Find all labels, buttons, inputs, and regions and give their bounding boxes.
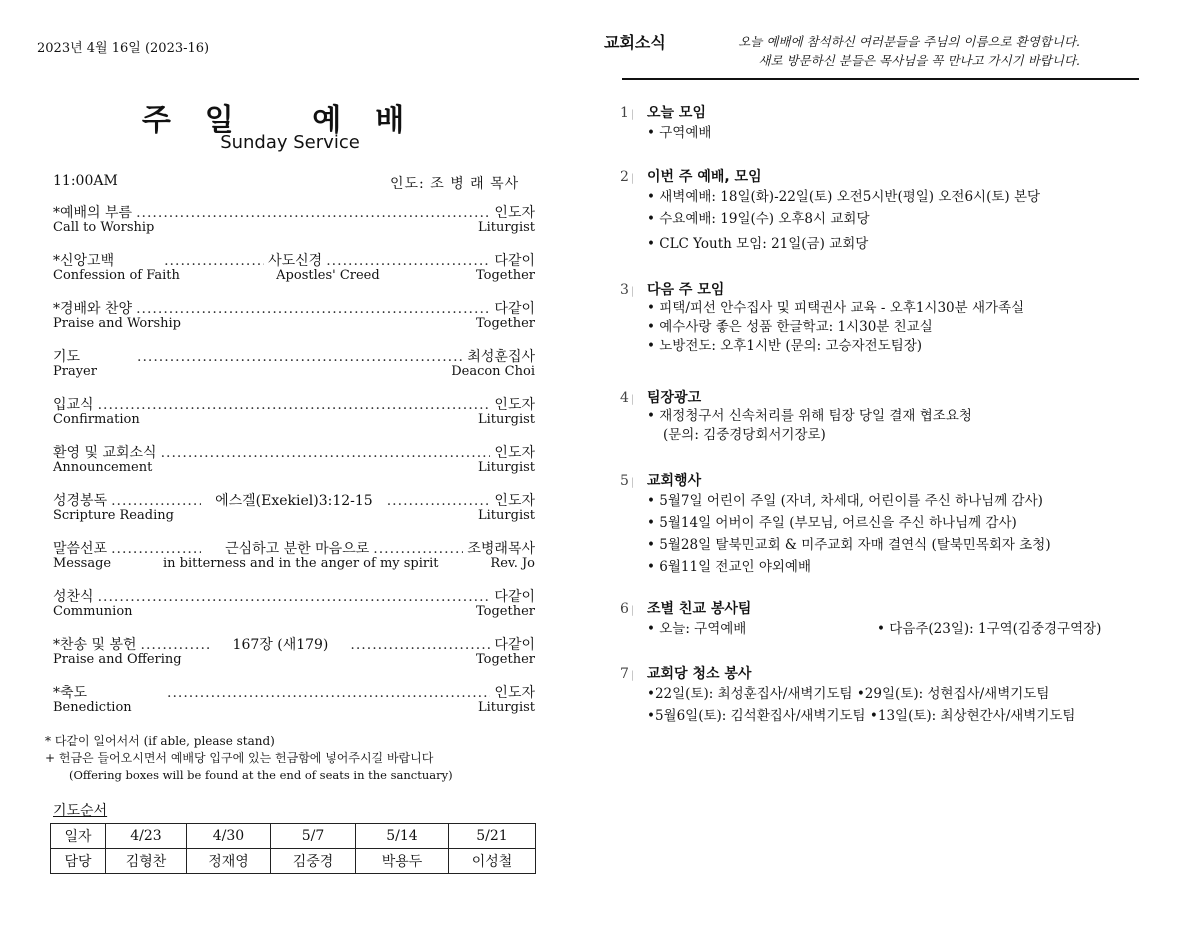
order-item bbox=[53, 346, 535, 394]
dot-leader bbox=[373, 541, 463, 557]
order-item-en: Communion bbox=[53, 604, 133, 619]
section-title: 오늘 모임 bbox=[647, 105, 706, 121]
section-list bbox=[647, 618, 1101, 640]
order-item bbox=[53, 634, 535, 682]
dot-leader bbox=[98, 589, 491, 605]
team-next-week: • 다음주(23일): 1구역(김중경구역장) bbox=[877, 621, 1102, 637]
order-item-by-ko: 다같이 bbox=[494, 253, 535, 269]
dot-leader bbox=[164, 253, 264, 269]
order-item-detail-en: Apostles' Creed bbox=[276, 268, 380, 283]
order-item-detail-ko: 사도신경 bbox=[268, 253, 323, 269]
table-cell: 4/30 bbox=[187, 824, 271, 849]
table-cell: 담당 bbox=[51, 849, 106, 874]
dot-leader bbox=[141, 637, 211, 653]
order-item-detail-en: in bitterness and in the anger of my spirit bbox=[163, 556, 439, 571]
list-item: • 수요예배: 19일(수) 오후8시 교회당 bbox=[647, 208, 1040, 230]
offering-note-en: (Offering boxes will be found at the end of seats in the sanctuary) bbox=[69, 768, 453, 782]
section-list bbox=[647, 683, 1075, 727]
order-item-en: Praise and Offering bbox=[53, 652, 182, 667]
section-title: 교회당 청소 봉사 bbox=[647, 666, 752, 682]
order-item-by-en: Together bbox=[475, 604, 535, 619]
list-item: • 5월14일 어버이 주일 (부모님, 어르신을 주신 하나님께 감사) bbox=[647, 512, 1051, 534]
order-item-ko: *축도 bbox=[53, 685, 88, 701]
dot-leader bbox=[161, 445, 491, 461]
order-item bbox=[53, 682, 535, 730]
order-item-ko: *신앙고백 bbox=[53, 253, 115, 269]
section-number: 7 | bbox=[620, 666, 634, 682]
order-item-by-en: Liturgist bbox=[478, 460, 535, 475]
order-item-by-en: Together bbox=[475, 652, 535, 667]
section-list bbox=[647, 407, 972, 444]
list-item: (문의: 김중경당회서기장로) bbox=[663, 427, 826, 443]
order-item-by-ko: 인도자 bbox=[494, 397, 535, 413]
order-item-by-en: Liturgist bbox=[478, 412, 535, 427]
order-item-en: Prayer bbox=[53, 364, 97, 379]
team-today: • 오늘: 구역예배 bbox=[647, 621, 747, 637]
order-item bbox=[53, 298, 535, 346]
dot-leader bbox=[167, 685, 490, 701]
order-item-en: Praise and Worship bbox=[53, 316, 181, 331]
table-row bbox=[51, 849, 536, 874]
list-item: • 새벽예배: 18일(화)-22일(토) 오전5시반(평일) 오전6시(토) 본당 bbox=[647, 186, 1040, 208]
section-title: 다음 주 모임 bbox=[647, 282, 725, 298]
table-cell: 김형찬 bbox=[106, 849, 187, 874]
table-cell: 정재영 bbox=[187, 849, 271, 874]
list-item: • 재정청구서 신속처리를 위해 팀장 당일 결재 협조요청 bbox=[647, 407, 972, 426]
order-item-by-en: Together bbox=[475, 316, 535, 331]
service-time: 11:00AM bbox=[53, 173, 118, 189]
order-item-en: Call to Worship bbox=[53, 220, 155, 235]
dot-leader bbox=[111, 541, 201, 557]
order-item-en: Announcement bbox=[53, 460, 153, 475]
table-cell: 5/7 bbox=[271, 824, 356, 849]
order-item bbox=[53, 490, 535, 538]
order-item-ko: *찬송 및 봉헌 bbox=[53, 637, 137, 653]
table-cell: 일자 bbox=[51, 824, 106, 849]
list-item: •22일(토): 최성훈집사/새벽기도팀 •29일(토): 성현집사/새벽기도팀 bbox=[647, 686, 1050, 702]
order-item bbox=[53, 538, 535, 586]
order-item bbox=[53, 202, 535, 250]
section-number: 1 | bbox=[620, 105, 634, 121]
dot-leader bbox=[136, 205, 490, 221]
section-title: 조별 친교 봉사팀 bbox=[647, 601, 752, 617]
table-cell: 5/21 bbox=[449, 824, 536, 849]
order-item-en: Benediction bbox=[53, 700, 132, 715]
table-row bbox=[51, 824, 536, 849]
list-item: • 6월11일 전교인 야외예배 bbox=[647, 556, 1051, 578]
table-cell: 김중경 bbox=[271, 849, 356, 874]
prayer-schedule-title: 기도순서 bbox=[53, 803, 108, 819]
service-leader: 인도: 조 병 래 목사 bbox=[390, 176, 520, 192]
list-item: • CLC Youth 모임: 21일(금) 교회당 bbox=[647, 233, 1040, 255]
order-item-by-ko: 다같이 bbox=[494, 589, 535, 605]
order-item-en: Message bbox=[53, 556, 112, 571]
order-item-en: Confession of Faith bbox=[53, 268, 180, 283]
dot-leader bbox=[137, 349, 463, 365]
header-divider bbox=[622, 78, 1139, 80]
order-item-en: Confirmation bbox=[53, 412, 140, 427]
order-item-by-en: Deacon Choi bbox=[451, 364, 535, 379]
service-title-ko: 주일 예배 bbox=[141, 103, 439, 138]
dot-leader bbox=[387, 493, 491, 509]
section-list bbox=[647, 299, 1024, 356]
order-item-by-ko: 조병래목사 bbox=[467, 541, 535, 557]
order-item-ko: 성찬식 bbox=[53, 589, 94, 605]
dot-leader bbox=[136, 301, 490, 317]
order-item-by-ko: 인도자 bbox=[494, 205, 535, 221]
order-item-ko: 말씀선포 bbox=[53, 541, 108, 557]
section-list bbox=[647, 490, 1051, 578]
service-title-en: Sunday Service bbox=[220, 132, 360, 153]
section-number: 4 | bbox=[620, 390, 634, 406]
welcome-line-2: 새로 방문하신 분들은 목사님을 꼭 만나고 가시기 바랍니다. bbox=[758, 53, 1080, 68]
order-item-detail-ko: 167장 (새179) bbox=[232, 637, 329, 653]
order-item-ko: 환영 및 교회소식 bbox=[53, 445, 157, 461]
order-item-by-ko: 다같이 bbox=[494, 637, 535, 653]
order-item bbox=[53, 586, 535, 634]
table-cell: 4/23 bbox=[106, 824, 187, 849]
list-item: • 예수사랑 좋은 성품 한글학교: 1시30분 친교실 bbox=[647, 318, 1024, 337]
dot-leader bbox=[350, 637, 490, 653]
order-item-ko: 기도 bbox=[53, 349, 81, 365]
section-title: 팀장광고 bbox=[647, 390, 702, 406]
bulletin-date: 2023년 4월 16일 (2023-16) bbox=[37, 41, 210, 56]
list-item: • 5월7일 어린이 주일 (자녀, 차세대, 어린이를 주신 하나님께 감사) bbox=[647, 490, 1051, 512]
order-item-ko: *경배와 찬양 bbox=[53, 301, 133, 317]
order-item-by-ko: 인도자 bbox=[494, 493, 535, 509]
list-item: • 피택/피선 안수집사 및 피택권사 교육 - 오후1시30분 새가족실 bbox=[647, 299, 1024, 318]
order-item-by-en: Liturgist bbox=[478, 508, 535, 523]
dot-leader bbox=[98, 397, 491, 413]
list-item bbox=[647, 618, 1101, 640]
order-of-worship bbox=[53, 202, 535, 730]
section-number: 6 | bbox=[620, 601, 634, 617]
order-item bbox=[53, 250, 535, 298]
order-item-by-en: Rev. Jo bbox=[490, 556, 535, 571]
dot-leader bbox=[111, 493, 201, 509]
prayer-schedule-table bbox=[50, 823, 536, 874]
order-item bbox=[53, 442, 535, 490]
service-notes bbox=[45, 733, 453, 784]
section-title: 교회행사 bbox=[647, 473, 702, 489]
welcome-line-1: 오늘 예배에 참석하신 여러분들을 주님의 이름으로 환영합니다. bbox=[738, 34, 1080, 49]
order-item-by-en: Together bbox=[475, 268, 535, 283]
order-item-by-ko: 다같이 bbox=[494, 301, 535, 317]
order-item-by-ko: 인도자 bbox=[494, 685, 535, 701]
section-number: 3 | bbox=[620, 282, 634, 298]
order-item-by-ko: 최성훈집사 bbox=[467, 349, 535, 365]
offering-note-ko: + 헌금은 들어오시면서 예배당 입구에 있는 헌금함에 넣어주시길 바랍니다 bbox=[45, 751, 434, 765]
order-item-ko: 성경봉독 bbox=[53, 493, 108, 509]
list-item: • 구역예배 bbox=[647, 122, 711, 144]
order-item-en: Scripture Reading bbox=[53, 508, 174, 523]
order-item-by-ko: 인도자 bbox=[494, 445, 535, 461]
list-item: • 노방전도: 오후1시반 (문의: 고승자전도팀장) bbox=[647, 337, 1024, 356]
section-number: 5 | bbox=[620, 473, 634, 489]
list-item: • 5월28일 탈북민교회 & 미주교회 자매 결연식 (탈북민목회자 초청) bbox=[647, 534, 1051, 556]
dot-leader bbox=[326, 253, 490, 269]
table-cell: 박용두 bbox=[356, 849, 449, 874]
table-cell: 이성철 bbox=[449, 849, 536, 874]
church-news-title: 교회소식 bbox=[604, 33, 666, 52]
section-list bbox=[647, 186, 1040, 255]
order-item-detail-ko: 근심하고 분한 마음으로 bbox=[225, 541, 370, 557]
list-item: •5월6일(토): 김석환집사/새벽기도팀 •13일(토): 최상현간사/새벽기도팀 bbox=[647, 708, 1076, 724]
section-title: 이번 주 예배, 모임 bbox=[647, 169, 762, 185]
order-item bbox=[53, 394, 535, 442]
order-item-ko: 입교식 bbox=[53, 397, 94, 413]
stand-note: * 다같이 일어서서 (if able, please stand) bbox=[45, 734, 275, 748]
order-item-by-en: Liturgist bbox=[478, 220, 535, 235]
section-number: 2 | bbox=[620, 169, 634, 185]
order-item-by-en: Liturgist bbox=[478, 700, 535, 715]
section-list bbox=[647, 122, 711, 144]
order-item-detail-ko: 에스겔(Exekiel)3:12-15 bbox=[215, 493, 373, 509]
welcome-message bbox=[700, 32, 1080, 70]
order-item-ko: *예배의 부름 bbox=[53, 205, 133, 221]
table-cell: 5/14 bbox=[356, 824, 449, 849]
